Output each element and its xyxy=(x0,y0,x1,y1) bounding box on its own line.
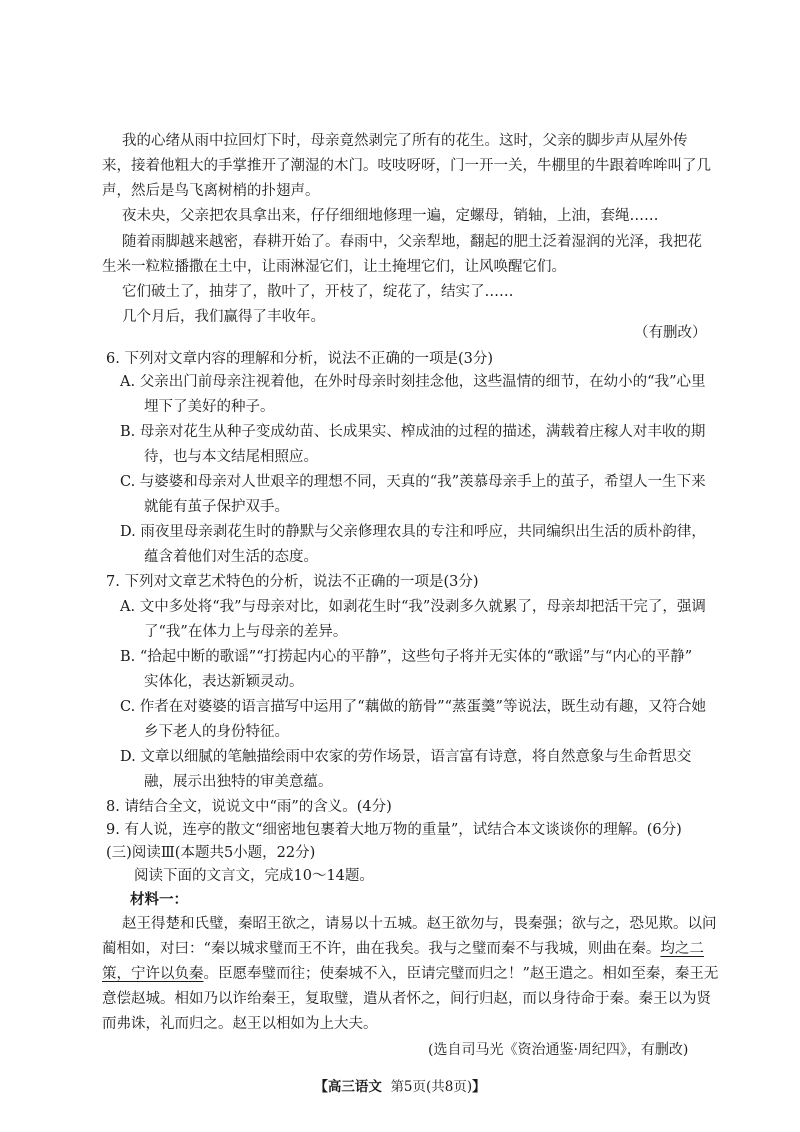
q9-stem: 9. 有人说，连亭的散文“细密地包裹着大地万物的重量”，试结合本文谈谈你的理解。(6分) xyxy=(106,822,682,838)
passage-p1-line3: 声，然后是鸟飞离树梢的扑翅声。 xyxy=(102,183,320,199)
material-line3 xyxy=(102,964,718,984)
footer-bracket-close: 】 xyxy=(472,1079,486,1095)
passage-p3-line1: 随着雨脚越来越密，春耕开始了。春雨中，父亲犁地，翻起的肥土泛着湿润的光泽，我把花 xyxy=(122,234,702,250)
q6-option-a-line2: 埋下了美好的种子。 xyxy=(144,399,275,415)
page-footer xyxy=(0,1075,800,1095)
q7-option-c-line2: 乡下老人的身份特征。 xyxy=(144,724,289,740)
material-line2 xyxy=(102,939,704,959)
q6-option-a-line1: A. 父亲出门前母亲注视着他，在外时母亲时刻挂念他，这些温情的细节，在幼小的“我”心里 xyxy=(120,374,706,390)
material-source: (选自司马光《资治通鉴·周纪四》，有删改) xyxy=(428,1042,689,1058)
q7-option-b-line1: B. “拾起中断的歌谣”“打捞起内心的平静”，这些句子将并无实体的“歌谣”与“内心的平静” xyxy=(120,649,693,665)
material-line2-text: 蔺相如，对曰：“秦以城求璧而王不许，曲在我矣。我与之璧而秦不与我城，则曲在秦。 xyxy=(102,941,661,957)
q7-option-c-line1: C. 作者在对婆婆的语言描写中运用了“藕做的筋骨”“蒸蛋羹”等说法，既生动有趣，又符合她 xyxy=(120,699,706,715)
passage-p1-line1: 我的心绪从雨中拉回灯下时，母亲竟然剥完了所有的花生。这时，父亲的脚步声从屋外传 xyxy=(122,133,688,149)
material-line3-text: 。臣愿奉璧而往；使秦城不入，臣请完璧而归之！”赵王遣之。相如至秦，秦王无 xyxy=(203,966,719,982)
q7-option-d-line2: 融，展示出独特的审美意蕴。 xyxy=(144,774,333,790)
q6-stem: 6. 下列对文章内容的理解和分析，说法不正确的一项是(3分) xyxy=(106,351,493,367)
q6-option-d-line2: 蕴含着他们对生活的态度。 xyxy=(144,549,318,565)
q7-option-a-line2: 了“我”在体力上与母亲的差异。 xyxy=(144,624,348,640)
section-title: (三)阅读Ⅲ(本题共5小题，22分) xyxy=(106,845,316,861)
passage-note: （有删改） xyxy=(634,325,707,341)
material-line2-underlined: 均之二 xyxy=(660,941,704,957)
material-line4: 意偿赵城。相如乃以诈绐秦王，复取璧，遣从者怀之，间行归赵，而以身待命于秦。秦王以为贤 xyxy=(102,991,711,1007)
passage-p3-line2: 生米一粒粒播撒在土中，让雨淋湿它们，让土掩埋它们，让风唤醒它们。 xyxy=(102,259,566,275)
q6-option-d-line1: D. 雨夜里母亲剥花生时的静默与父亲修理农具的专注和呼应，共同编织出生活的质朴韵律， xyxy=(120,524,706,540)
q7-option-d-line1: D. 文章以细腻的笔触描绘雨中农家的劳作场景，语言富有诗意，将自然意象与生命哲思交 xyxy=(120,749,692,765)
q6-option-c-line1: C. 与婆婆和母亲对人世艰辛的理想不同，天真的“我”羡慕母亲手上的茧子，希望人一生下来 xyxy=(120,474,706,490)
q6-option-b-line1: B. 母亲对花生从种子变成幼苗、长成果实、榨成油的过程的描述，满载着庄稼人对丰收的期 xyxy=(120,424,706,440)
section-instruction: 阅读下面的文言文，完成10～14题。 xyxy=(134,868,374,884)
material-label: 材料一： xyxy=(130,891,188,908)
footer-subject: 高三语文 xyxy=(327,1079,382,1095)
footer-bracket-open: 【 xyxy=(314,1079,328,1095)
passage-p4: 它们破土了，抽芽了，散叶了，开枝了，绽花了，结实了…… xyxy=(122,284,514,300)
footer-page: 第5页(共8页) xyxy=(390,1079,473,1095)
passage-p5: 几个月后，我们赢得了丰收年。 xyxy=(122,309,325,325)
q7-stem: 7. 下列对文章艺术特色的分析，说法不正确的一项是(3分) xyxy=(106,574,479,590)
q8-stem: 8. 请结合全文，说说文中“雨”的含义。(4分) xyxy=(106,799,392,815)
q7-option-b-line2: 实体化，表达新颖灵动。 xyxy=(144,674,304,690)
q7-option-a-line1: A. 文中多处将“我”与母亲对比，如剥花生时“我”没剥多久就累了，母亲却把活干完了，强调 xyxy=(120,599,706,615)
passage-p2: 夜未央，父亲把农具拿出来，仔仔细细地修理一遍，定螺母，销轴，上油，套绳…… xyxy=(122,208,659,224)
passage-p1-line2: 来，接着他粗大的手掌推开了潮湿的木门。吱吱呀呀，门一开一关，牛棚里的牛跟着哞哞叫了几 xyxy=(102,158,711,174)
q6-option-b-line2: 待，也与本文结尾相照应。 xyxy=(144,449,318,465)
material-line1: 赵王得楚和氏璧，秦昭王欲之，请易以十五城。赵王欲勿与，畏秦强；欲与之，恐见欺。以问 xyxy=(122,916,717,932)
material-line5: 而弗诛，礼而归之。赵王以相如为上大夫。 xyxy=(102,1016,378,1032)
material-line3-underlined: 策，宁许以负秦 xyxy=(102,966,204,982)
q6-option-c-line2: 就能有茧子保护双手。 xyxy=(144,499,289,515)
